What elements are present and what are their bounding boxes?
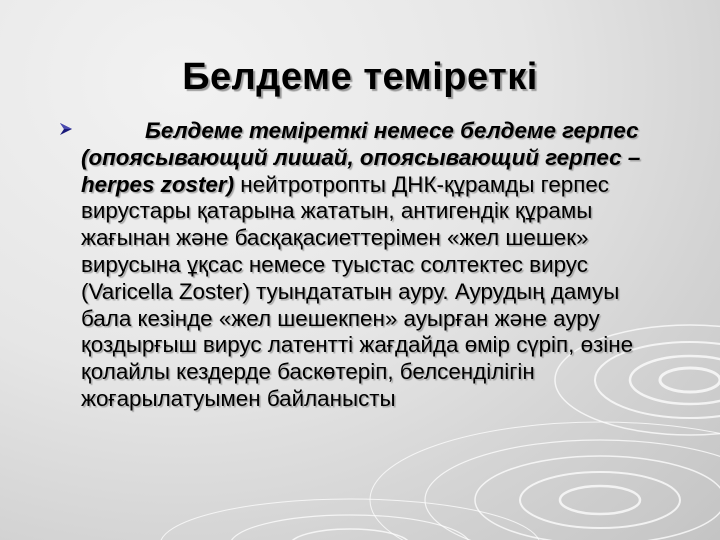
arrow-bullet-icon xyxy=(59,122,73,136)
paragraph-lead-term: Белдеме теміреткі немесе белдеме герпес (опоясывающий лишай, опоясывающий герпес – herpes zoster) xyxy=(81,118,641,197)
bullet-paragraph xyxy=(81,118,671,413)
paragraph-body-text: нейтротропты ДНК-құрамды герпес вирустары қатарына жататын, антигендік құрамы жағынан және басқақасиеттерімен «жел шешек» вирусына ұқсас немесе туыстас солтектес вирус (Varicella Zoster) туындататын ауру. Аурудың дамуы бала кезінде «жел шешекпен» ауырған және ауру қоздырғыш вирус латентті жағдайда өмір сүріп, өзіне қолайлы кездерде баскөтеріп, белсенділігін жоғарылатуымен байланысты xyxy=(81,171,634,411)
slide-title: Белдеме теміреткі xyxy=(182,56,538,98)
